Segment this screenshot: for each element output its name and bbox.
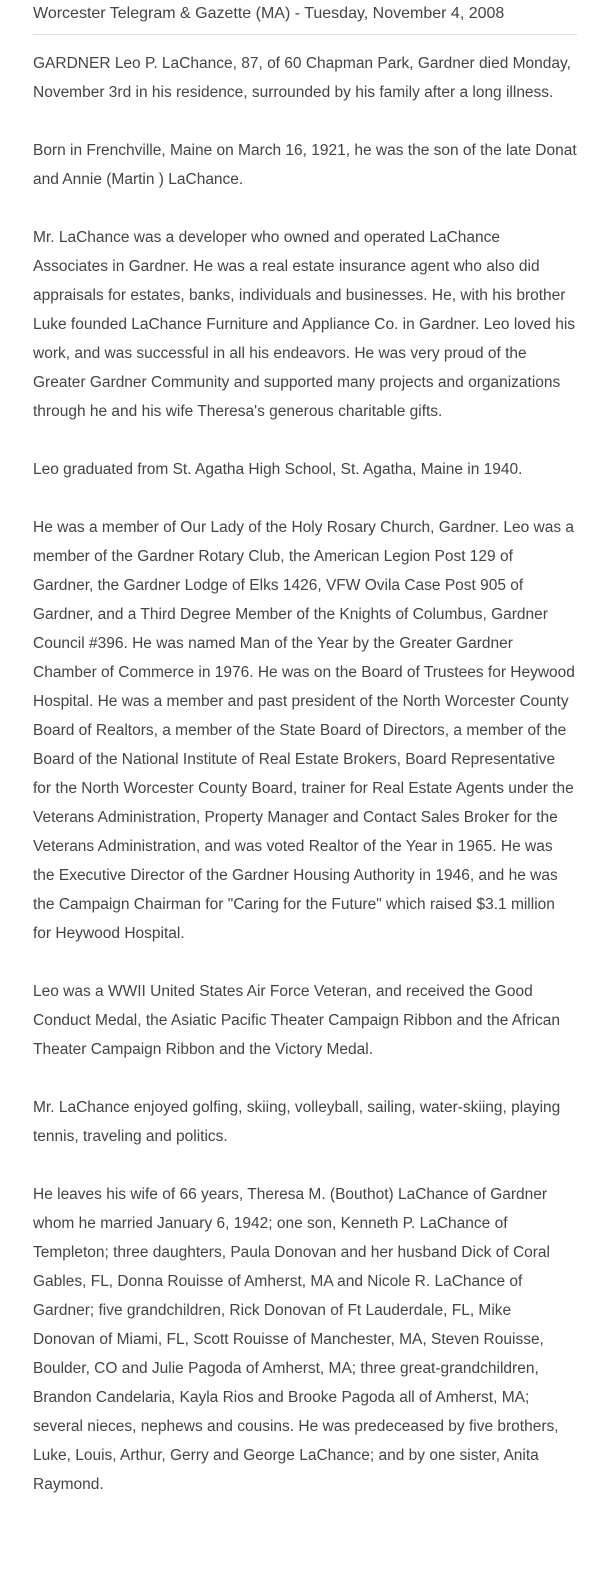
paragraph-memberships: He was a member of Our Lady of the Holy Rosary Church, Gardner. Leo was a member of the Gardner Rotary Club, the American Legion Post 129 of Gardner, the Gardner Lodge of Elks 1426, VFW Ovila Case Post 905 of Gardner, and a Third Degree Member of the Knights of Columbus, Gardner Council #396. He was named Man of the Year by the Greater Gardner Chamber of Commerce in 1976. He was on the Board of Trustees for Heywood Hospital. He was a member and past president of the North Worcester County Board of Realtors, a member of the State Board of Directors, a member of the Board of the National Institute of Real Estate Brokers, Board Representative for the North Worcester County Board, trainer for Real Estate Agents under the Veterans Administration, Property Manager and Contact Sales Broker for the Veterans Administration, and was voted Realtor of the Year in 1965. He was the Executive Director of the Gardner Housing Authority in 1946, and he was the Campaign Chairman for "Caring for the Future" which raised $3.1 million for Heywood Hospital. <box>33 519 575 942</box>
publication-source-line: Worcester Telegram & Gazette (MA) - Tuesday, November 4, 2008 <box>33 0 577 35</box>
paragraph-birth: Born in Frenchville, Maine on March 16, 1921, he was the son of the late Donat and Annie (Martin ) LaChance. <box>33 142 577 188</box>
paragraph-hobbies: Mr. LaChance enjoyed golfing, skiing, volleyball, sailing, water-skiing, playing tennis, traveling and politics. <box>33 1099 561 1145</box>
paragraph-survivors: He leaves his wife of 66 years, Theresa M. (Bouthot) LaChance of Gardner whom he married January 6, 1942; one son, Kenneth P. LaChance of Templeton; three daughters, Paula Donovan and her husband Dick of Coral Gables, FL, Donna Rouisse of Amherst, MA and Nicole R. LaChance of Gardner; five grandchildren, Rick Donovan of Ft Lauderdale, FL, Mike Donovan of Miami, FL, Scott Rouisse of Manchester, MA, Steven Rouisse, Boulder, CO and Julie Pagoda of Amherst, MA; three great-grandchildren, Brandon Candelaria, Kayla Rios and Brooke Pagoda all of Amherst, MA; several nieces, nephews and cousins. He was predeceased by five brothers, Luke, Louis, Arthur, Gerry and George LaChance; and by one sister, Anita Raymond. <box>33 1186 559 1493</box>
obituary-body <box>33 49 577 1499</box>
obituary-article <box>33 0 577 1499</box>
paragraph-military: Leo was a WWII United States Air Force Veteran, and received the Good Conduct Medal, the Asiatic Pacific Theater Campaign Ribbon and the African Theater Campaign Ribbon and the Victory Medal. <box>33 983 561 1058</box>
paragraph-career: Mr. LaChance was a developer who owned and operated LaChance Associates in Gardner. He was a real estate insurance agent who also did appraisals for estates, banks, individuals and businesses. He, with his brother Luke founded LaChance Furniture and Appliance Co. in Gardner. Leo loved his work, and was successful in all his endeavors. He was very proud of the Greater Gardner Community and supported many projects and organizations through he and his wife Theresa's generous charitable gifts. <box>33 229 576 420</box>
paragraph-death-notice: GARDNER Leo P. LaChance, 87, of 60 Chapman Park, Gardner died Monday, November 3rd in his residence, surrounded by his family after a long illness. <box>33 55 571 101</box>
paragraph-education: Leo graduated from St. Agatha High School, St. Agatha, Maine in 1940. <box>33 461 523 478</box>
